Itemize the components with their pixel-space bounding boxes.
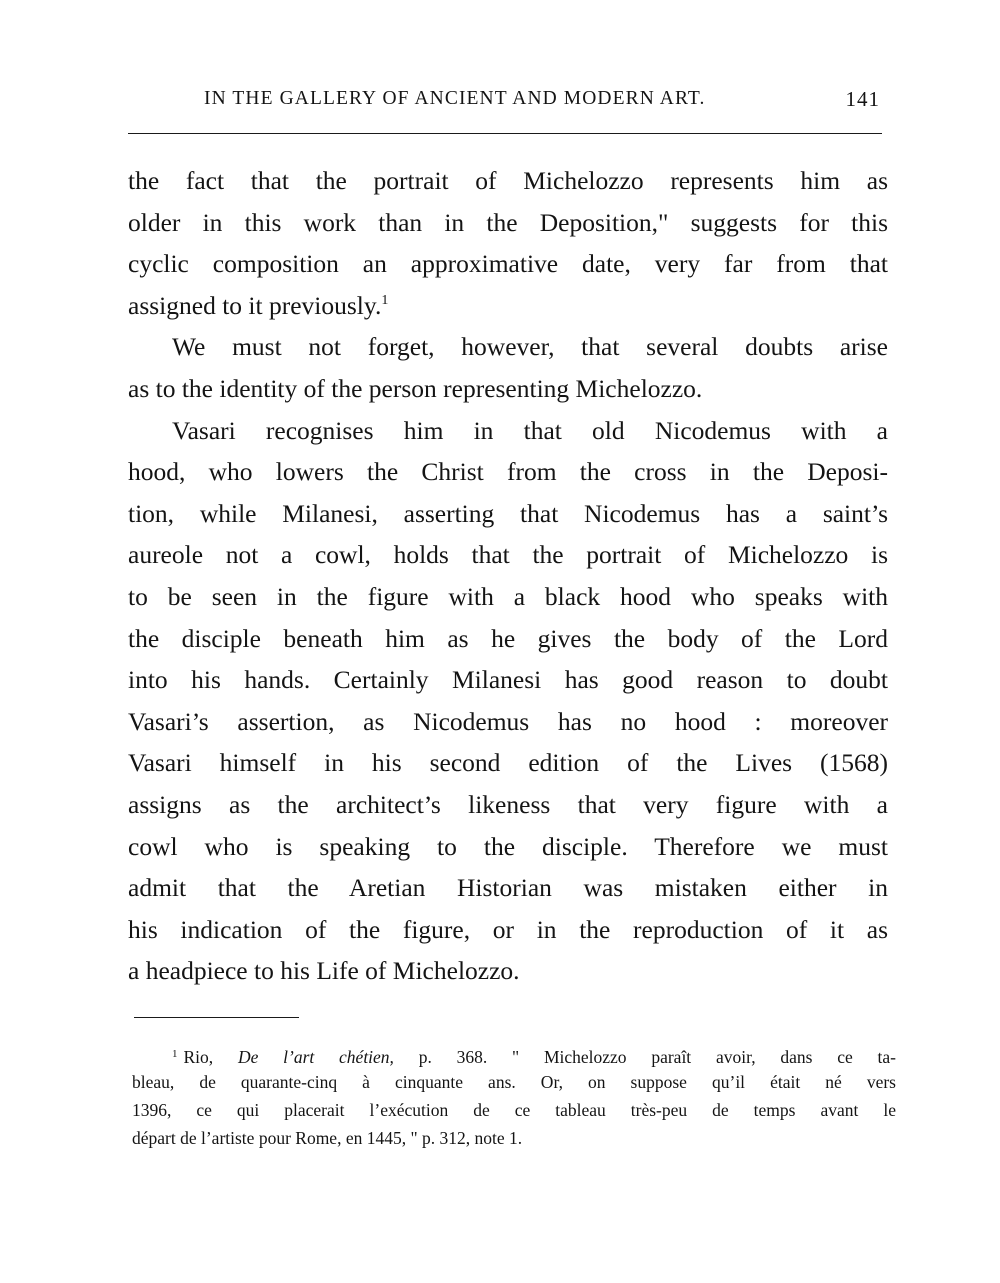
footnote-line: 1396, ce qui placerait l’exécution de ce tableau très-peu de temps avant le [132,1100,896,1120]
body-line-with-footnote-ref [128,285,888,327]
body-line: a headpiece to his Life of Michelozzo. [128,956,520,986]
body-line-text: assigned to it previously. [128,290,382,320]
footnote-line: bleau, de quarante-cinq à cinquante ans. Or, on suppose qu’il était né vers [132,1072,896,1092]
body-line: his indication of the figure, or in the reproduction of it as [128,914,888,944]
body-line: aureole not a cowl, holds that the portrait of Michelozzo is [128,540,888,570]
body-line: the disciple beneath him as he gives the body of the Lord [128,623,888,653]
footnote-rule [134,1017,299,1018]
body-line: tion, while Milanesi, asserting that Nicodemus has a saint’s [128,498,888,528]
body-line: Vasari himself in his second edition of the Lives (1568) [128,748,888,778]
page-number: 141 [845,87,880,111]
footnote-line [132,1040,896,1068]
footnote-marker: 1 [172,1048,178,1060]
footnote-work-title: De l’art chétien, [237,1047,394,1067]
footnote [132,1040,896,1152]
body-line: the fact that the portrait of Michelozzo represents him as [128,166,888,195]
body-line: hood, who lowers the Christ from the cross in the Deposi- [128,457,888,487]
body-line: to be seen in the figure with a black hood who speaks with [128,581,888,611]
footnote-author: Rio, [183,1047,214,1067]
body-text [128,160,888,992]
body-line: as to the identity of the person representing Michelozzo. [128,373,703,403]
body-line: older in this work than in the Deposition," suggests for this [128,207,888,237]
body-line: admit that the Aretian Historian was mistaken either in [128,873,888,903]
paragraph-start-line: We must not forget, however, that several doubts arise [172,332,888,362]
footnote-text: p. 368. " Michelozzo paraît avoir, dans ce ta- [418,1047,896,1067]
running-title: IN THE GALLERY OF ANCIENT AND MODERN ART. [204,88,706,109]
paragraph-start-line: Vasari recognises him in that old Nicodemus with a [172,415,888,445]
body-line: assigns as the architect’s likeness that very figure with a [128,789,888,819]
footnote-line: départ de l’artiste pour Rome, en 1445, " p. 312, note 1. [132,1128,523,1148]
running-head [130,88,882,116]
body-line: Vasari’s assertion, as Nicodemus has no hood : moreover [128,706,888,736]
body-line: cowl who is speaking to the disciple. Therefore we must [128,831,888,861]
header-rule [128,133,882,134]
body-line: into his hands. Certainly Milanesi has good reason to doubt [128,665,888,695]
footnote-reference: 1 [381,292,389,308]
body-line: cyclic composition an approximative date, very far from that [128,249,888,279]
